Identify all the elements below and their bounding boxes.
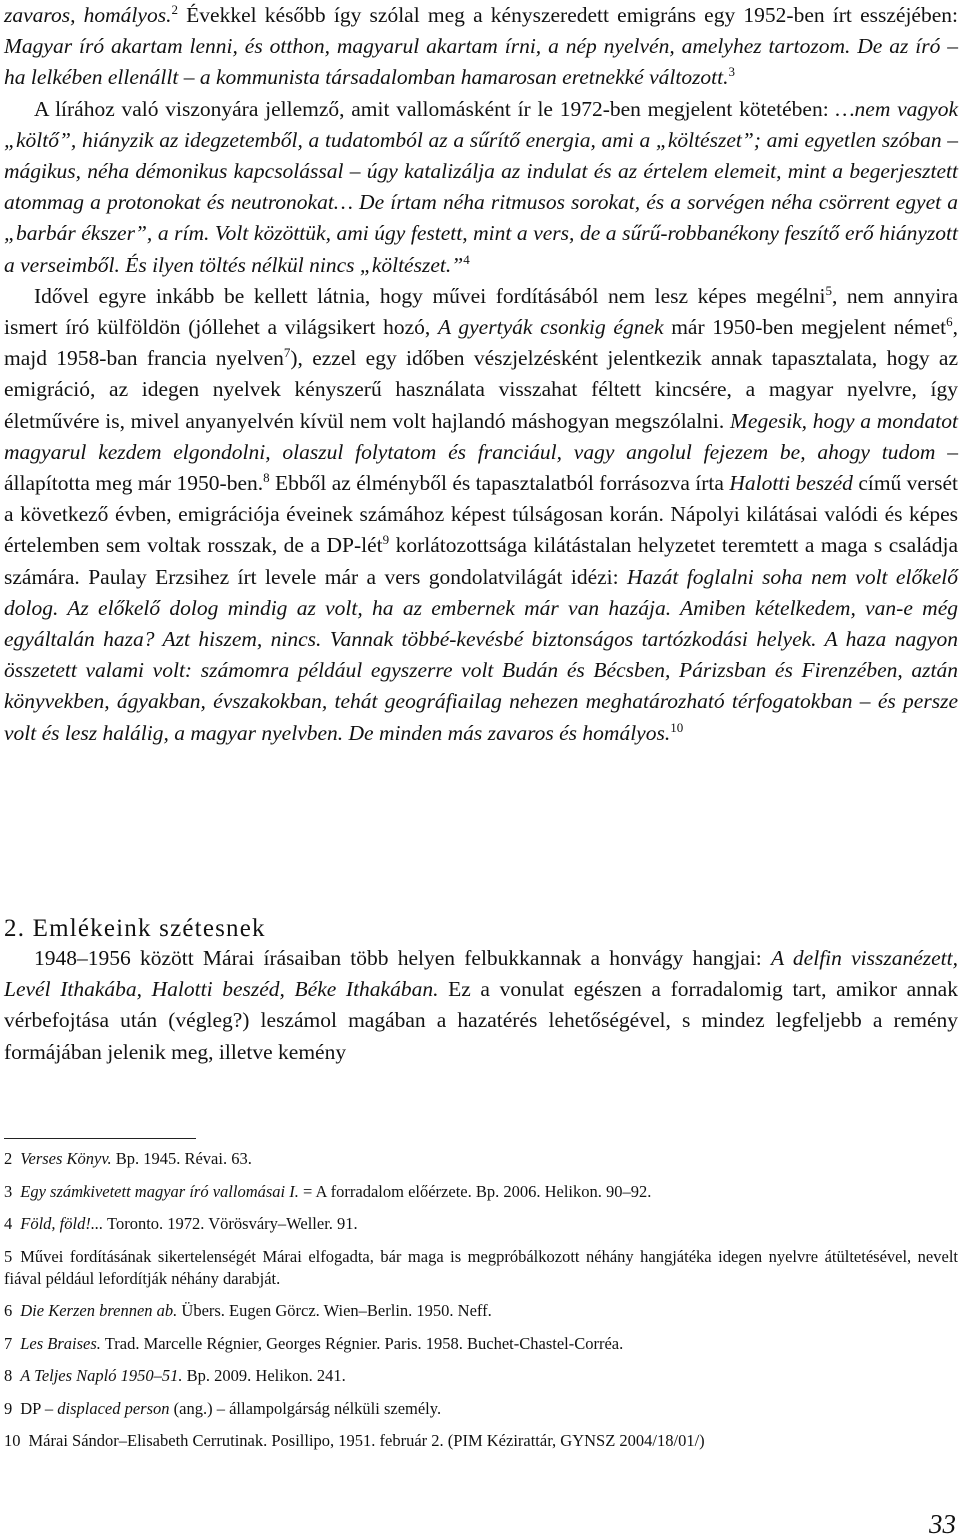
text-run: Ebből az élményből és tapasztalatból forrásozva írta <box>269 471 730 496</box>
paragraph <box>4 281 958 749</box>
footnote-text: = A forradalom előérzete. Bp. 2006. Helikon. 90–92. <box>298 1181 652 1201</box>
text-run: Idővel egyre inkább be kellett látnia, hogy művei fordításából nem lesz képes megélni <box>34 283 826 308</box>
footnotes <box>4 1148 958 1463</box>
paragraph <box>4 0 958 94</box>
italic-quote: Megesik, hogy a mondatot magyarul kezdem elgondolni, olaszul folytatom és franciául, vagy angolul fejezem be, ahogy tudom <box>4 408 958 464</box>
footnote-text: Übers. Eugen Görcz. Wien–Berlin. 1950. Neff. <box>177 1301 492 1320</box>
footnote-text: Trad. Marcelle Régnier, Georges Régnier. Paris. 1958. Buchet-Chastel-Corréa. <box>100 1333 624 1353</box>
footnote-number: 4 <box>4 1214 13 1233</box>
text-run: – állapította meg már 1950-ben. <box>4 439 958 496</box>
text-run: című versét a következő évben, emigrációja éveinek számához képest túlságosan korán. Nápolyi kilátásai valódi és képes értelemben sem voltak rosszak, de a DP-lét <box>4 471 959 558</box>
footnote-number: 8 <box>4 1366 13 1385</box>
footnote-number: 9 <box>4 1398 13 1418</box>
page-number: 33 <box>929 1509 956 1539</box>
text-run: , majd 1958-ban francia nyelven <box>4 315 959 371</box>
italic-quote: Hazát foglalni soha nem volt előkelő dolog. Az előkelő dolog mindig az volt, ha az embernek már van hazája. Amiben kételkedem, van-e még egyáltalán haza? Azt hiszem, nincs. Vannak többé-kevésbé biztonságos tartózkodási helyek. A haza nagyon összetett valami volt: számomra például egyszerre volt Budán és Bécsben, Párizsban és Firenzében, aztán könyvekben, ágyakban, évszakokban, tehát geográfiailag nehezen meghatározható térfogatokban – és persze volt és lesz halálig, a magyar nyelvben. De minden más zavaros és homályos. <box>4 564 959 745</box>
footnote-text: Művei fordításának sikertelenségét Márai elfogadta, bár maga is megpróbálkozott néhány hangjátéka idegen nyelvre átültetésével, nevelt fiával például lefordítják néhány darabját. <box>4 1246 958 1288</box>
text-run: korlátozottsága kilátástalan helyzetet teremtett a maga s családja számára. Paulay Erzsihez írt levele már a vers gondolatvilágát idézi: <box>4 533 958 589</box>
footnote-ref[interactable]: 4 <box>463 251 470 267</box>
footnote <box>4 1365 958 1387</box>
footnote-title: Die Kerzen brennen ab. <box>20 1301 178 1320</box>
footnote-title: Egy számkivetett magyar író vallomásai I. <box>20 1181 299 1201</box>
footnote-number: 5 <box>4 1246 13 1266</box>
footnote <box>4 1181 958 1203</box>
footnote-italic: displaced person <box>57 1398 170 1418</box>
paragraph <box>4 943 958 1068</box>
footnote-title: Verses Könyv. <box>20 1149 112 1168</box>
text-run: , nem annyira ismert író külföldön (jóllehet a világsikert hozó, <box>4 283 958 340</box>
footnote-number: 10 <box>4 1431 21 1450</box>
footnote-number: 6 <box>4 1301 13 1320</box>
footnote <box>4 1430 958 1452</box>
text-run: ), ezzel egy időben vészjelzésként jelentkezik annak tapasztalata, hogy az emigráció, az idegen nyelvek kényszerű használata visszahat féltett kincsére, a magyar nyelvre, így életművére is, mivel anyanyelvén kívül nem volt hajlandó máshogyan megszólalni. <box>4 346 958 433</box>
footnote-ref[interactable]: 6 <box>946 314 953 330</box>
footnote-ref[interactable]: 9 <box>382 532 390 548</box>
section-body <box>4 943 958 1068</box>
body-text <box>4 0 958 749</box>
footnote <box>4 1300 958 1322</box>
italic-quote: Magyar író akartam lenni, és otthon, magyarul akartam írni, a nép nyelvén, amelyhez tartozom. De az író – ha lelkében ellenállt – a kommunista társadalomban hamarosan eretnekké változott. <box>4 34 958 90</box>
footnote-text: DP – <box>20 1398 58 1418</box>
italic-title: Halotti beszéd <box>729 471 853 496</box>
footnote <box>4 1148 958 1170</box>
footnote-title: A Teljes Napló 1950–51. <box>20 1366 183 1385</box>
footnote-ref[interactable]: 8 <box>263 470 270 486</box>
footnote-title: Les Braises. <box>20 1333 101 1353</box>
footnote <box>4 1398 958 1420</box>
text-run: Ez a vonulat egészen a forradalomig tart, amikor annak vérbefojtása után (végleg?) leszámol magában a hazatérés lehetőségével, s mindez legfeljebb a remény formájában jelenik meg, illetve kemény <box>4 977 958 1064</box>
italic-title: A gyertyák csonkig égnek <box>437 315 664 340</box>
footnote-text: Bp. 1945. Révai. 63. <box>111 1149 252 1168</box>
italic-titles: A delfin visszanézett, Levél Ithakába, Halotti beszéd, Béke Ithakában. <box>4 946 958 1002</box>
footnote-ref[interactable]: 10 <box>670 719 684 735</box>
footnote-number: 7 <box>4 1333 13 1353</box>
footnote-text: Toronto. 1972. Vörösváry–Weller. 91. <box>103 1214 358 1233</box>
footnote <box>4 1213 958 1235</box>
footnote-number: 2 <box>4 1149 13 1168</box>
footnote-ref[interactable]: 3 <box>728 64 736 80</box>
text-run: már 1950-ben megjelent német <box>663 315 947 340</box>
footnote-text: Márai Sándor–Elisabeth Cerrutinak. Posillipo, 1951. február 2. (PIM Kézirattár, GYNSZ 2004/18/01/) <box>28 1431 705 1450</box>
footnote-ref[interactable]: 2 <box>171 2 178 17</box>
footnote-divider <box>4 1138 196 1139</box>
footnote-ref[interactable]: 7 <box>283 345 291 361</box>
footnote-title: Föld, föld!... <box>20 1214 104 1233</box>
footnote-text: (ang.) – állampolgárság nélküli személy. <box>169 1398 442 1418</box>
footnote <box>4 1246 958 1290</box>
paragraph <box>4 94 958 281</box>
italic-quote: zavaros, homályos. <box>4 3 172 27</box>
footnote-number: 3 <box>4 1181 13 1201</box>
footnote-ref[interactable]: 5 <box>825 282 832 298</box>
section-heading: 2. Emlékeink szétesnek <box>4 915 266 942</box>
italic-quote: …nem vagyok „költő”, hiányzik az idegzetemből, a tudatomból az a sűrítő energia, ami a „költészet”; ami egyetlen szóban – mágikus, néha démonikus kapcsolással – úgy katalizálja az indulat és az értelem elemeit, mint a begerjesztett atommag a protonokat és neutronokat… De írtam néha ritmusos sorokat, és a sorvégen néha csörrent egyet a „barbár ékszer”, a rím. Volt közöttük, ami úgy festett, mint a vers, de a sűrű-robbanékony feszítő erő hiányzott a verseimből. És ilyen töltés nélkül nincs „költészet.” <box>4 96 958 277</box>
text-run: Évekkel később így szólal meg a kényszeredett emigráns egy 1952-ben írt esszéjében: <box>177 3 958 27</box>
text-run: 1948–1956 között Márai írásaiban több helyen felbukkannak a honvágy hangjai: <box>34 946 771 970</box>
text-run: A lírához való viszonyára jellemző, amit vallomásként ír le 1972-ben megjelent kötetében: <box>34 96 836 121</box>
footnote-text: Bp. 2009. Helikon. 241. <box>182 1366 346 1385</box>
footnote <box>4 1333 958 1355</box>
